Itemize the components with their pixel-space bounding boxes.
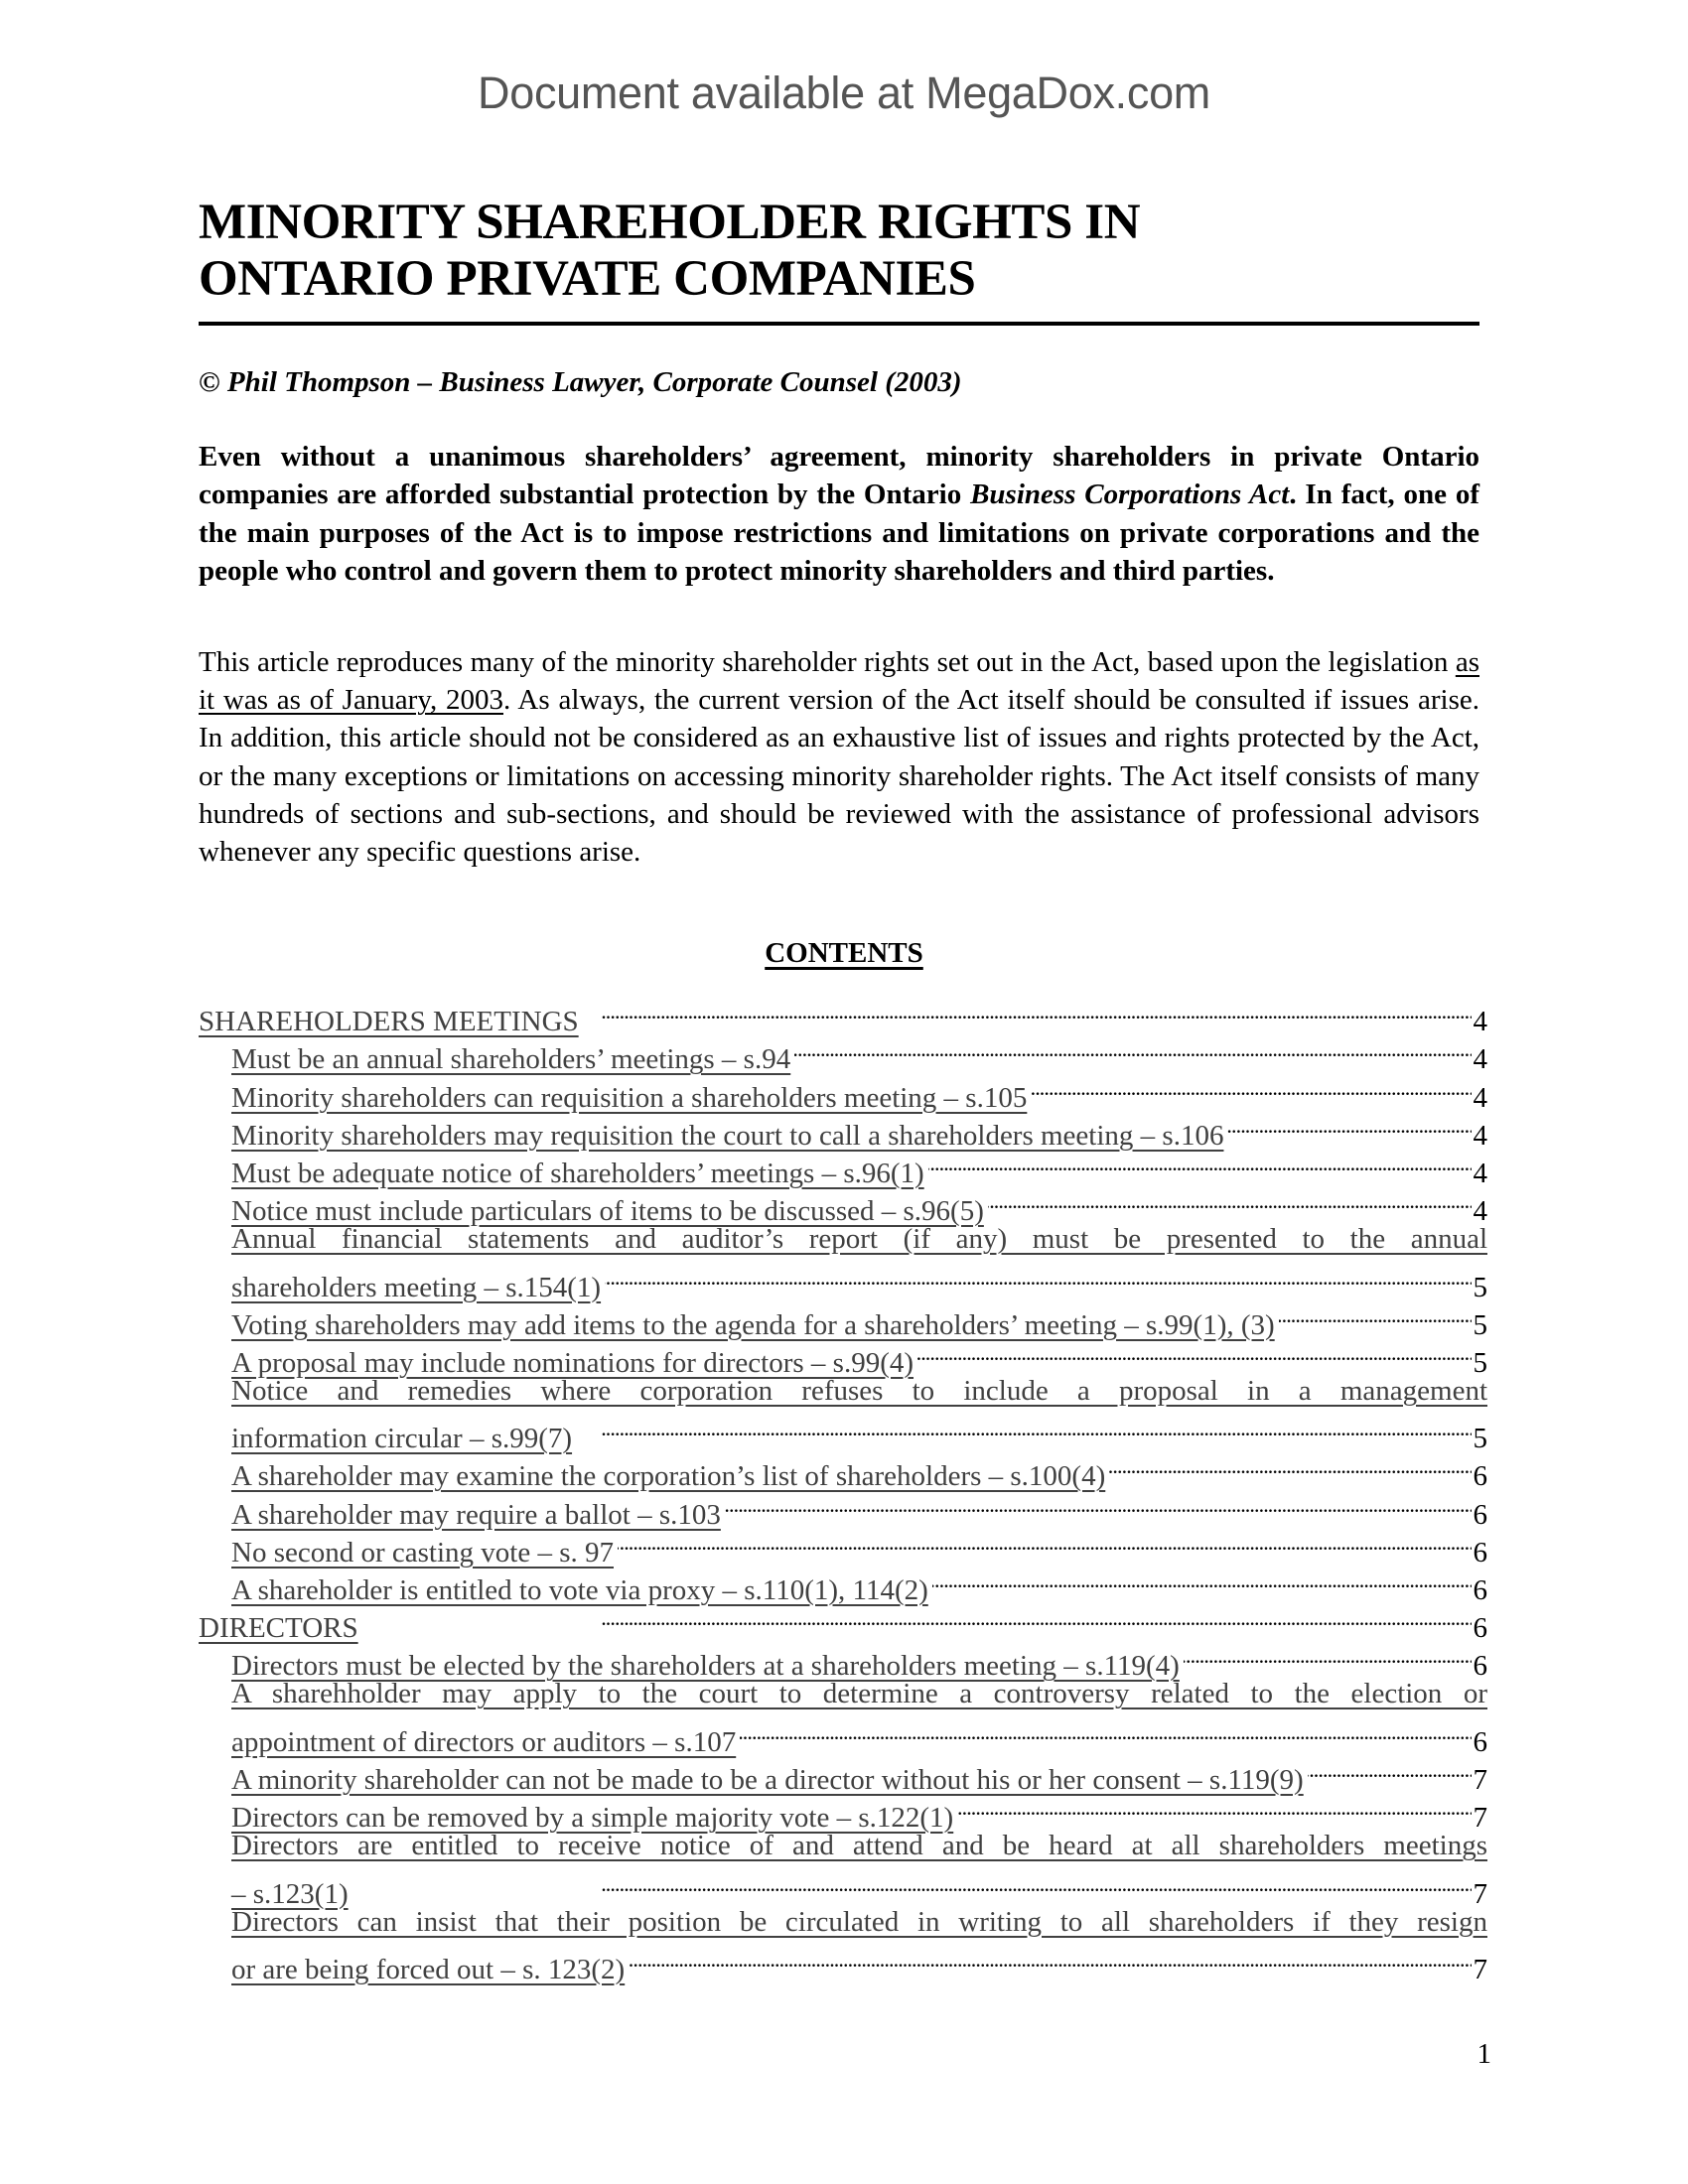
toc-entry[interactable] xyxy=(199,1751,1487,1796)
toc-entry-link[interactable]: A proposal may include nominations for directors – s.99(4) xyxy=(231,1346,914,1379)
watermark-header: Document available at MegaDox.com xyxy=(478,68,1210,118)
toc-entry-line xyxy=(231,1030,1487,1076)
dot-leader xyxy=(583,993,1472,1030)
contents-heading xyxy=(0,933,1688,973)
lead-text-2: . In fact, one of the main purposes of the Act is to impose restrictions and limitations on private corporations and the people who control and govern them to protect minority shareholders and third parties. xyxy=(199,478,1479,588)
toc-entry[interactable] xyxy=(199,1334,1487,1379)
toc-section-entry[interactable] xyxy=(199,1599,1487,1645)
toc-page-number[interactable]: 6 xyxy=(1473,1460,1487,1493)
toc-entry-link[interactable]: Must be adequate notice of shareholders’ meetings – s.96(1) xyxy=(231,1157,924,1189)
toc-entry-line xyxy=(231,1182,1487,1228)
toc-entry-link[interactable]: Must be an annual shareholders’ meetings – s.94 xyxy=(231,1043,791,1076)
title-underline-rule xyxy=(199,322,1479,326)
intro-text-2: . As always, the current version of the Act itself should be consulted if issues arise. In addition, this article should not be considered as an exhaustive list of issues and rights protected by the Act, or the many exceptions or limitations on accessing minority shareholder rights. The Act itself consists of many hundreds of sections and sub-sections, and should be reviewed with the assistance of professional advisors whenever any specific questions arise. xyxy=(199,684,1479,869)
toc-entry-line xyxy=(231,1789,1487,1835)
toc-entry[interactable] xyxy=(199,1145,1487,1189)
dot-leader xyxy=(917,1334,1471,1372)
toc-entry-link[interactable]: shareholders meeting – s.154(1) xyxy=(231,1271,602,1303)
toc-entry-line xyxy=(231,1145,1487,1189)
toc-entry-line xyxy=(231,1562,1487,1606)
toc-page-number[interactable]: 4 xyxy=(1473,1195,1487,1228)
toc-entry-link[interactable]: – s.123(1) xyxy=(231,1877,349,1910)
dot-leader xyxy=(740,1713,1471,1751)
toc-entry-link[interactable]: Minority shareholders can requisition a shareholders meeting – s.105 xyxy=(231,1081,1028,1114)
toc-entry-line xyxy=(231,1107,1487,1152)
toc-entry-link[interactable]: No second or casting vote – s. 97 xyxy=(231,1536,614,1569)
toc-entry[interactable] xyxy=(199,1562,1487,1606)
dot-leader xyxy=(725,1485,1472,1523)
toc-entry[interactable] xyxy=(199,1372,1487,1455)
toc-page-number[interactable]: 6 xyxy=(1473,1725,1487,1758)
toc-entry-line xyxy=(231,1447,1487,1493)
toc-entry[interactable] xyxy=(199,1182,1487,1228)
toc-entry-link[interactable]: A shareholder is entitled to vote via proxy – s.110(1), 114(2) xyxy=(231,1574,928,1606)
toc-entry-link[interactable]: SHAREHOLDERS MEETINGS xyxy=(199,1006,579,1038)
dot-leader xyxy=(1184,1637,1472,1675)
contents-heading-text: CONTENTS xyxy=(765,937,923,969)
toc-entry-line xyxy=(231,1675,1487,1712)
toc-entry-link[interactable]: Directors can be removed by a simple majority vote – s.122(1) xyxy=(231,1802,954,1835)
dot-leader xyxy=(928,1145,1472,1182)
toc-entry[interactable] xyxy=(199,1068,1487,1114)
toc-entry[interactable] xyxy=(199,1447,1487,1493)
toc-entry-line xyxy=(231,1220,1487,1258)
lead-paragraph xyxy=(199,438,1479,591)
dot-leader xyxy=(988,1182,1472,1220)
date-underlined: as it was as of January, 2003 xyxy=(199,646,1479,717)
toc-page-number[interactable]: 4 xyxy=(1473,1043,1487,1076)
toc-entry-link[interactable]: Notice must include particulars of items to be discussed – s.96(5) xyxy=(231,1195,984,1228)
toc-page-number[interactable]: 4 xyxy=(1473,1006,1487,1038)
dot-leader xyxy=(618,1524,1472,1562)
toc-page-number[interactable]: 6 xyxy=(1473,1536,1487,1569)
document-title xyxy=(199,195,1479,308)
toc-page-number[interactable]: 5 xyxy=(1473,1346,1487,1379)
toc-entry[interactable] xyxy=(199,1827,1487,1910)
toc-page-number[interactable]: 4 xyxy=(1473,1081,1487,1114)
toc-page-number[interactable]: 5 xyxy=(1473,1423,1487,1455)
toc-entry[interactable] xyxy=(199,1524,1487,1569)
dot-leader xyxy=(1227,1107,1471,1145)
toc-section-entry[interactable] xyxy=(199,993,1487,1038)
toc-page-number[interactable]: 7 xyxy=(1473,1877,1487,1910)
toc-entry[interactable] xyxy=(199,1789,1487,1835)
toc-entry[interactable] xyxy=(199,1903,1487,1985)
act-name-italic: Business Corporations Act xyxy=(970,478,1290,511)
dot-leader xyxy=(1031,1068,1471,1106)
toc-entry-link[interactable]: Directors must be elected by the shareholders at a shareholders meeting – s.119(4) xyxy=(231,1650,1180,1683)
toc-entry[interactable] xyxy=(199,1675,1487,1758)
dot-leader xyxy=(352,1864,1472,1902)
toc-entry[interactable] xyxy=(199,1220,1487,1303)
toc-page-number[interactable]: 5 xyxy=(1473,1271,1487,1303)
dot-leader xyxy=(932,1562,1472,1599)
toc-page-number[interactable]: 6 xyxy=(1473,1612,1487,1645)
dot-leader xyxy=(1109,1447,1471,1485)
toc-entry[interactable] xyxy=(199,1297,1487,1341)
toc-page-number[interactable]: 4 xyxy=(1473,1157,1487,1189)
toc-entry-line xyxy=(231,1713,1487,1758)
dot-leader xyxy=(1279,1297,1472,1334)
toc-entry-link[interactable]: information circular – s.99(7) xyxy=(231,1423,573,1455)
dot-leader xyxy=(794,1030,1471,1068)
toc-entry-link[interactable]: Annual financial statements and auditor’s report (if any) must be presented to the annual xyxy=(231,1223,1487,1256)
intro-text-1: This article reproduces many of the minority shareholder rights set out in the Act, based upon the legislation xyxy=(199,646,1456,678)
toc-entry-line xyxy=(231,1258,1487,1303)
toc-entry-line xyxy=(231,1297,1487,1341)
toc-page-number[interactable]: 4 xyxy=(1473,1119,1487,1152)
dot-leader xyxy=(362,1599,1472,1637)
title-line-1: MINORITY SHAREHOLDER RIGHTS IN xyxy=(199,195,1141,250)
toc-entry-line xyxy=(231,1941,1487,1985)
dot-leader xyxy=(629,1941,1471,1979)
toc-entry-line xyxy=(199,993,1487,1038)
toc-entry-link[interactable]: Directors are entitled to receive notice of and attend and be heard at all shareholders meetings xyxy=(231,1830,1487,1862)
toc-entry-line xyxy=(231,1485,1487,1531)
toc-entry-link[interactable]: A minority shareholder can not be made to be a director without his or her consent – s.119(9) xyxy=(231,1763,1304,1796)
toc-entry-line xyxy=(231,1864,1487,1910)
dot-leader xyxy=(576,1410,1471,1447)
toc-entry[interactable] xyxy=(199,1030,1487,1076)
toc-page-number[interactable]: 7 xyxy=(1473,1953,1487,1985)
dot-leader xyxy=(605,1258,1471,1296)
dot-leader xyxy=(1308,1751,1472,1789)
toc-entry[interactable] xyxy=(199,1107,1487,1152)
toc-entry-line xyxy=(231,1410,1487,1455)
page-number: 1 xyxy=(1477,2038,1491,2070)
toc-entry-line xyxy=(231,1068,1487,1114)
dot-leader xyxy=(957,1789,1471,1827)
toc-entry-link[interactable]: A shareholder may examine the corporation’s list of shareholders – s.100(4) xyxy=(231,1460,1106,1493)
table-of-contents xyxy=(199,993,1487,1985)
title-line-2: ONTARIO PRIVATE COMPANIES xyxy=(199,251,976,307)
lead-text-1: Even without a unanimous shareholders’ agreement, minority shareholders in private Ontario companies are afforded substantial protection by the Ontario xyxy=(199,441,1479,511)
toc-page-number[interactable]: 7 xyxy=(1473,1802,1487,1835)
toc-entry-link[interactable]: DIRECTORS xyxy=(199,1612,358,1645)
toc-entry-link[interactable]: Minority shareholders may requisition the court to call a shareholders meeting – s.106 xyxy=(231,1119,1224,1152)
toc-entry-line xyxy=(231,1751,1487,1796)
toc-entry-link[interactable]: Notice and remedies where corporation refuses to include a proposal in a management xyxy=(231,1374,1487,1407)
toc-entry-link[interactable]: or are being forced out – s. 123(2) xyxy=(231,1953,626,1985)
toc-entry-line xyxy=(231,1827,1487,1864)
author-byline: © Phil Thompson – Business Lawyer, Corporate Counsel (2003) xyxy=(199,366,962,398)
toc-entry[interactable] xyxy=(199,1637,1487,1683)
toc-entry-line xyxy=(231,1372,1487,1410)
toc-entry-link[interactable]: Directors can insist that their position be circulated in writing to all shareholders if they resign xyxy=(231,1905,1487,1938)
toc-page-number[interactable]: 5 xyxy=(1473,1308,1487,1341)
toc-entry[interactable] xyxy=(199,1485,1487,1531)
toc-entry-line xyxy=(231,1903,1487,1941)
toc-entry-link[interactable]: A shareholder may require a ballot – s.103 xyxy=(231,1498,721,1531)
toc-entry-line xyxy=(231,1524,1487,1569)
toc-page-number[interactable]: 6 xyxy=(1473,1650,1487,1683)
toc-entry-line xyxy=(199,1599,1487,1645)
intro-paragraph xyxy=(199,643,1479,871)
toc-page-number[interactable]: 6 xyxy=(1473,1574,1487,1606)
toc-entry-line xyxy=(231,1637,1487,1683)
toc-page-number[interactable]: 7 xyxy=(1473,1763,1487,1796)
toc-entry-link[interactable]: A sharehholder may apply to the court to determine a controversy related to the election or xyxy=(231,1678,1487,1710)
toc-entry-link[interactable]: Voting shareholders may add items to the agenda for a shareholders’ meeting – s.99(1), (3) xyxy=(231,1308,1275,1341)
toc-page-number[interactable]: 6 xyxy=(1473,1498,1487,1531)
toc-entry-line xyxy=(231,1334,1487,1379)
toc-entry-link[interactable]: appointment of directors or auditors – s.107 xyxy=(231,1725,737,1758)
